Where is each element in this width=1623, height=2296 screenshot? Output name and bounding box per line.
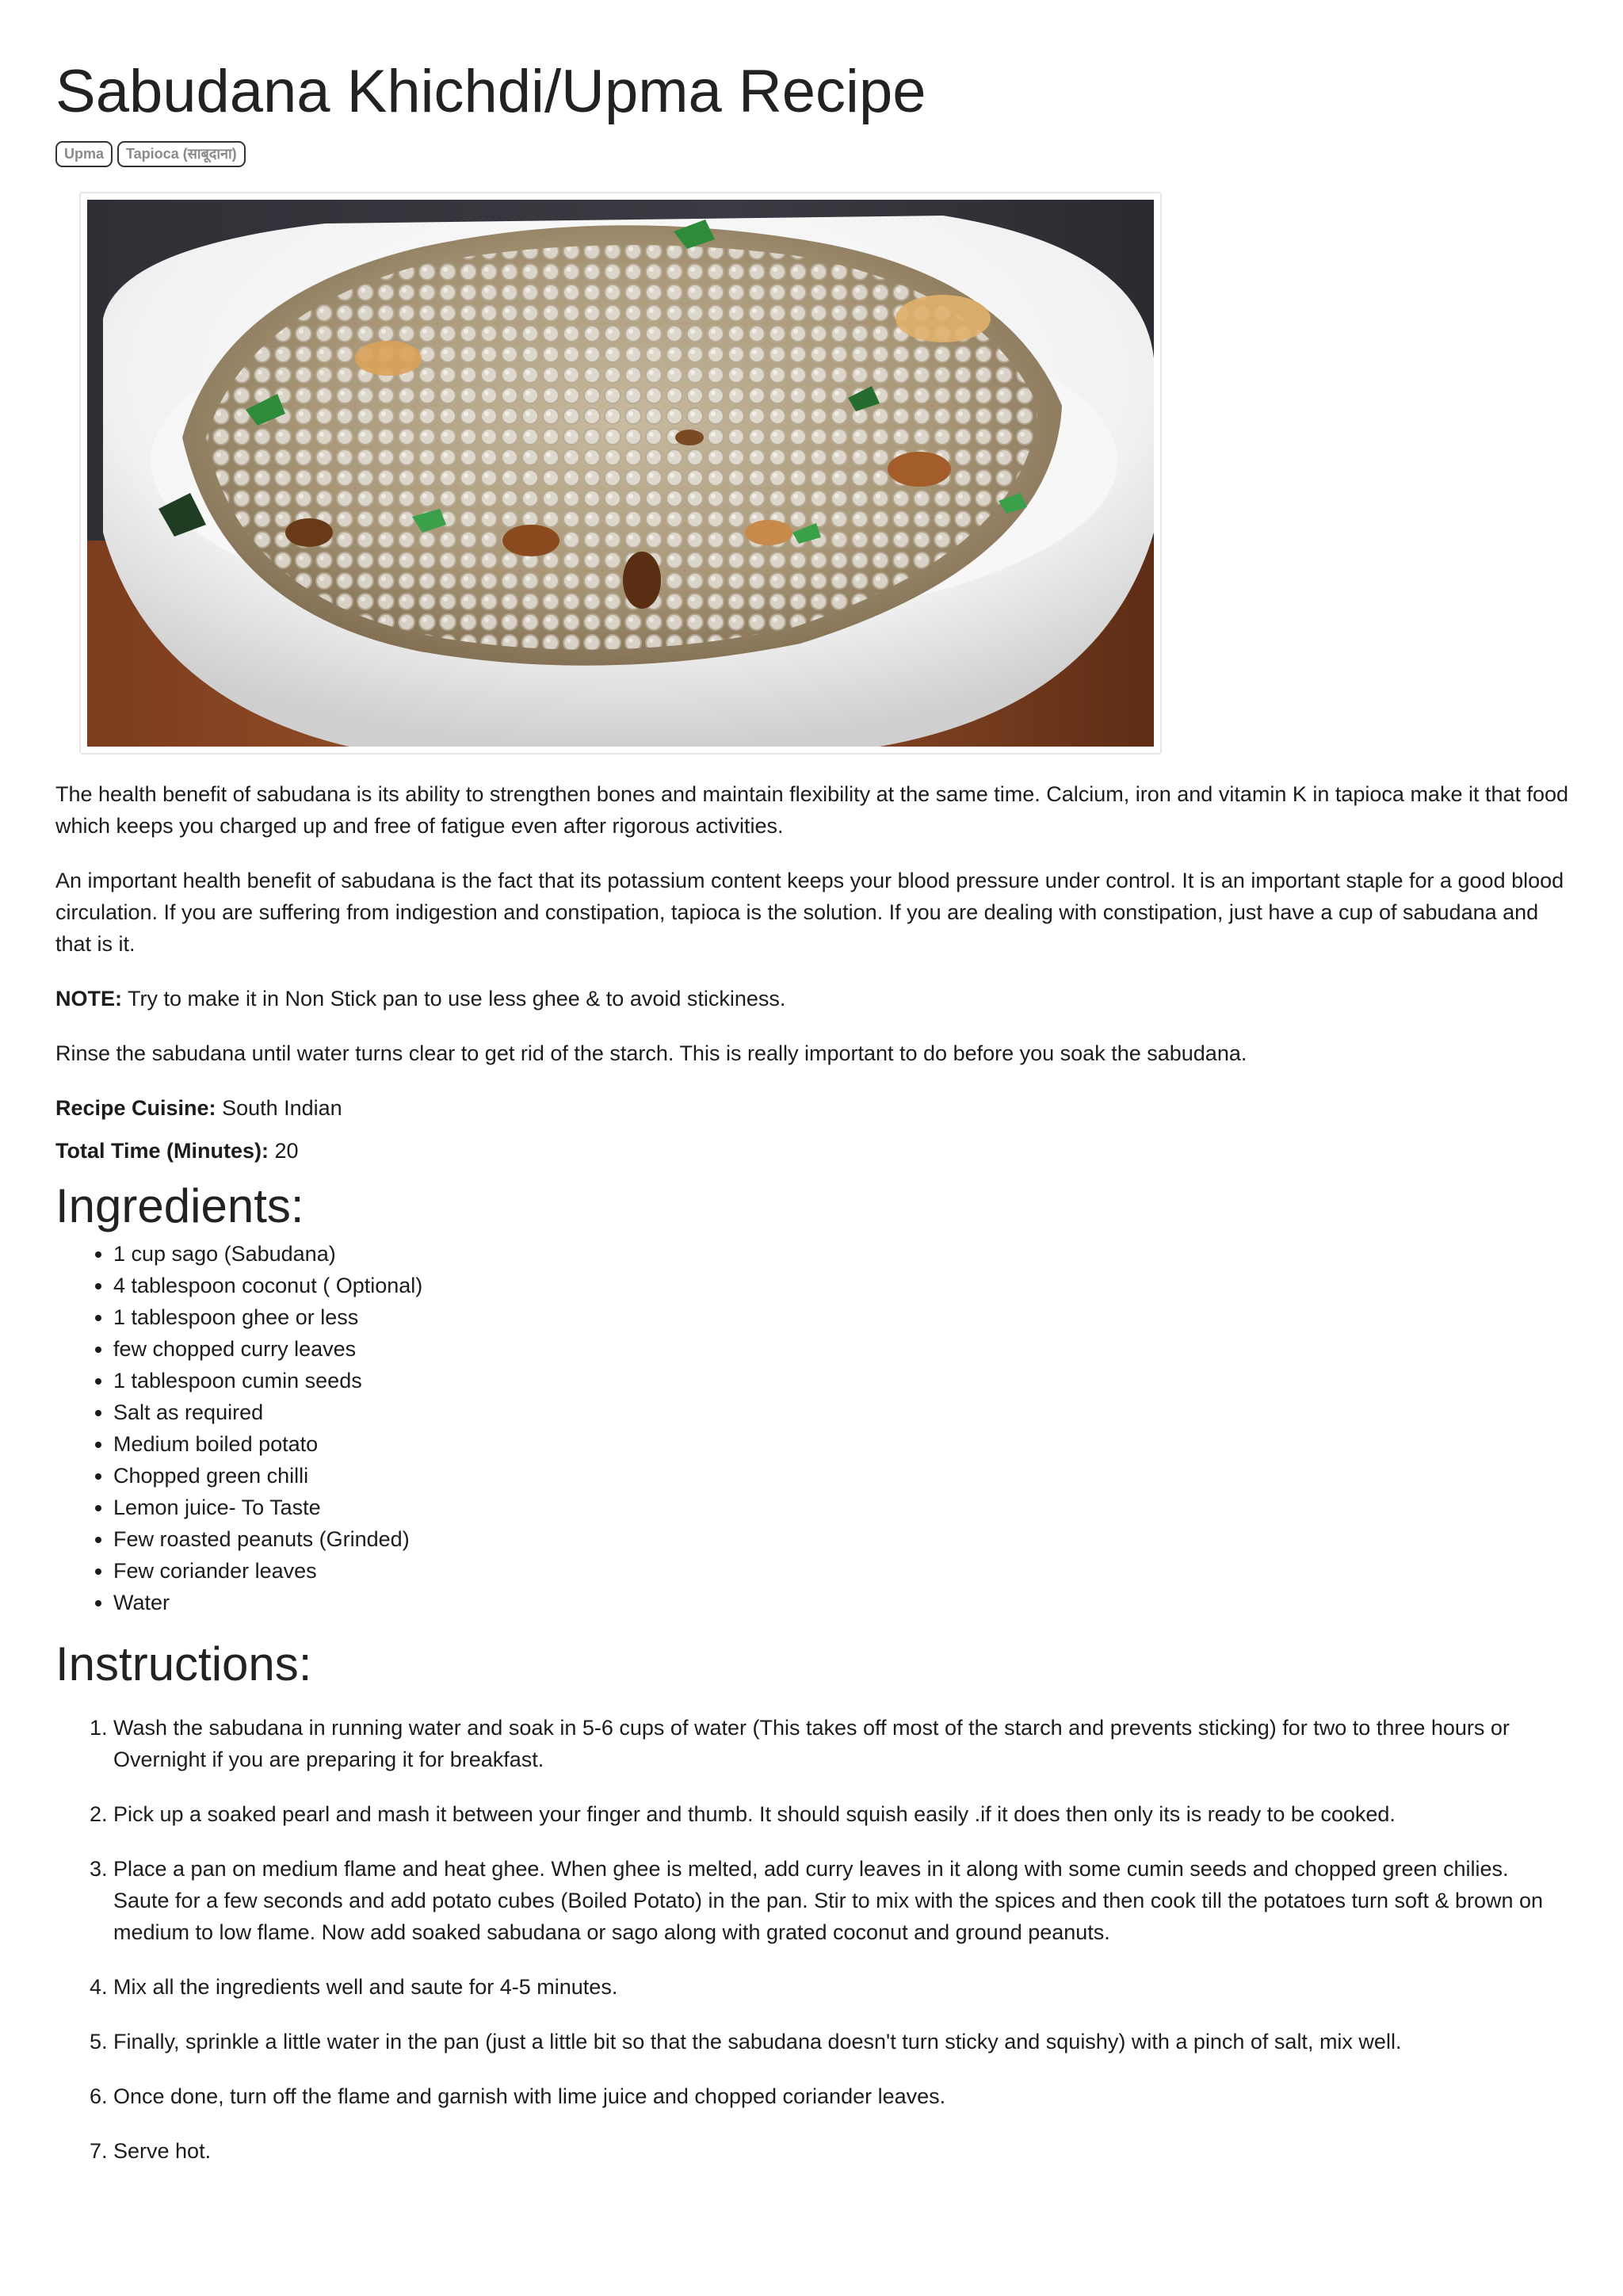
intro-paragraph-1: The health benefit of sabudana is its ability to strengthen bones and maintain flexibility at the same time. Calcium, iron and vitamin K in tapioca make it that food which keeps you charged up and free of fatigue even after rigorous activities. [55,782,1569,838]
ingredient-item: • Chopped green chilli [113,1460,1569,1492]
tag-tapioca[interactable]: Tapioca (साबूदाना) [117,141,246,167]
note-label: NOTE: [55,987,122,1010]
instruction-step: 7. Serve hot. [113,2135,1569,2167]
rinse-paragraph: Rinse the sabudana until water turns clear to get rid of the starch. This is really important to do before you soak the sabudana. [55,1041,1247,1065]
page-title: Sabudana Khichdi/Upma Recipe [55,58,926,125]
ingredient-item: • Few coriander leaves [113,1555,1569,1587]
intro-paragraph-2: An important health benefit of sabudana is the fact that its potassium content keeps your blood pressure under control. It is an important staple for a good blood circulation. If you are suffering from indigestion and constipation, tapioca is the solution. If you are dealing with constipation, just have a cup of sabudana and that is it. [55,869,1564,956]
cuisine-label: Recipe Cuisine: [55,1096,216,1120]
recipe-cuisine [55,1092,1569,1124]
note-paragraph [55,983,1569,1014]
recipe-photo [87,200,1154,747]
ingredient-item: • few chopped curry leaves [113,1333,1569,1365]
ingredient-item: • Lemon juice- To Taste [113,1492,1569,1523]
ingredient-item: • 1 cup sago (Sabudana) [113,1238,1569,1270]
recipe-photo-frame [79,192,1162,755]
total-time [55,1135,1569,1167]
ingredient-item: • 1 tablespoon ghee or less [113,1301,1569,1333]
instructions-list [55,1712,1569,2167]
tag-upma[interactable]: Upma [55,141,113,167]
instruction-step: 1. Wash the sabudana in running water and soak in 5-6 cups of water (This takes off most of the starch and prevents sticking) for two to three hours or Overnight if you are preparing it for breakfast. [113,1712,1569,1775]
ingredients-list [55,1238,1569,1618]
instruction-step: 5. Finally, sprinkle a little water in the pan (just a little bit so that the sabudana doesn't turn sticky and squishy) with a pinch of salt, mix well. [113,2026,1569,2057]
ingredient-item: • Medium boiled potato [113,1428,1569,1460]
instruction-step: 2. Pick up a soaked pearl and mash it between your finger and thumb. It should squish easily .if it does then only its is ready to be cooked. [113,1798,1569,1830]
recipe-body [55,778,1569,2190]
instruction-step: 4. Mix all the ingredients well and saute for 4-5 minutes. [113,1971,1569,2003]
cuisine-value: South Indian [216,1096,342,1120]
ingredient-item: • Water [113,1587,1569,1618]
ingredients-heading: Ingredients: [55,1179,304,1232]
ingredient-item: • Few roasted peanuts (Grinded) [113,1523,1569,1555]
total-time-value: 20 [269,1139,299,1163]
instructions-heading: Instructions: [55,1637,312,1690]
tag-list [55,141,246,167]
note-text: Try to make it in Non Stick pan to use less ghee & to avoid stickiness. [122,987,786,1010]
ingredient-item: • 4 tablespoon coconut ( Optional) [113,1270,1569,1301]
ingredient-item: • 1 tablespoon cumin seeds [113,1365,1569,1396]
instruction-step: 3. Place a pan on medium flame and heat ghee. When ghee is melted, add curry leaves in it along with some cumin seeds and chopped green chilies. Saute for a few seconds and add potato cubes (Boiled Potato) in the pan. Stir to mix with the spices and then cook till the potatoes turn soft & brown on medium to low flame. Now add soaked sabudana or sago along with grated coconut and ground peanuts. [113,1853,1569,1948]
total-time-label: Total Time (Minutes): [55,1139,269,1163]
instruction-step: 6. Once done, turn off the flame and garnish with lime juice and chopped coriander leaves. [113,2080,1569,2112]
ingredient-item: • Salt as required [113,1396,1569,1428]
